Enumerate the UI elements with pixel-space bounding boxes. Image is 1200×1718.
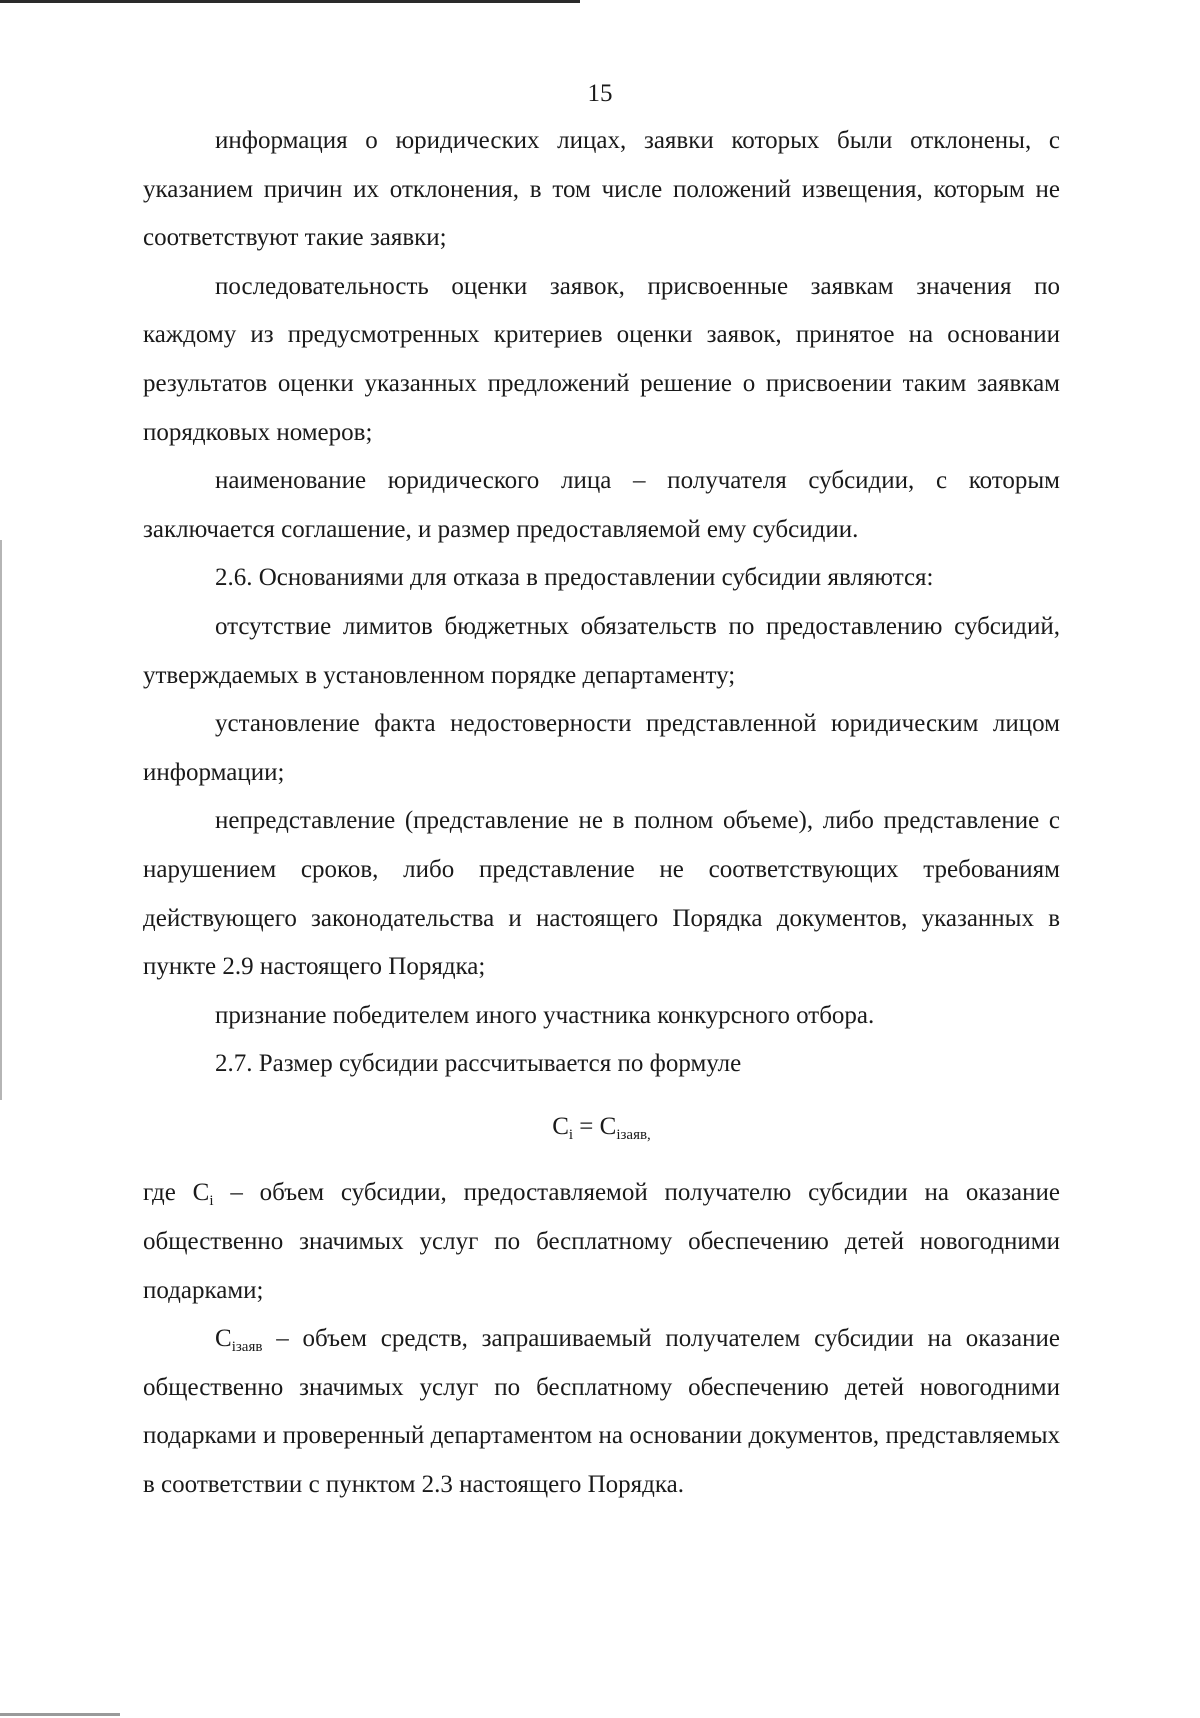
subsidy-formula (143, 1089, 1060, 1170)
paragraph-section-2-6: 2.6. Основаниями для отказа в предоставлении субсидии являются: (215, 564, 934, 592)
scan-left-edge (0, 540, 2, 1100)
formula-equals: = C (573, 1112, 617, 1140)
paragraph-missing-documents: непредставление (представление не в полном объеме), либо представление с нарушением сроков, либо представление не соответствующих требованиям действующего законодательства и настоящего Порядка документов, указанных в пункте 2.9 настоящего Порядка; (143, 807, 1060, 981)
definition-cizayav-text: – объем средств, запрашиваемый получателем субсидии на оказание общественно значимых услуг по бесплатному обеспечению детей новогодними подарками и проверенный департаментом на основании документов, представляемых в соответствии с пунктом 2.3 настоящего Порядка. (143, 1325, 1060, 1499)
definition-cizayav-subscript: iзаяв (231, 1339, 263, 1356)
formula-lhs: C (552, 1112, 569, 1140)
paragraph-section-2-7: 2.7. Размер субсидии рассчитывается по формуле (215, 1050, 742, 1078)
paragraph-rejected-applicants: информация о юридических лицах, заявки которых были отклонены, с указанием причин их отклонения, в том числе положений извещения, которым не соответствуют такие заявки; (143, 127, 1060, 252)
paragraph-no-budget-limits: отсутствие лимитов бюджетных обязательств по предоставлению субсидий, утверждаемых в установленном порядке департаменту; (143, 612, 1060, 689)
paragraph-other-winner: признание победителем иного участника конкурсного отбора. (215, 1001, 875, 1029)
definition-cizayav-prefix: C (215, 1325, 232, 1353)
definition-ci-subscript: i (209, 1193, 214, 1210)
definition-ci (143, 1169, 1060, 1315)
formula-lhs-subscript: i (568, 1126, 574, 1143)
scan-bottom-edge (0, 1713, 120, 1716)
paragraph-false-information: установление факта недостоверности представленной юридическим лицом информации; (143, 710, 1060, 786)
definition-cizayav (143, 1315, 1060, 1509)
page-number: 15 (587, 80, 613, 107)
paragraph-evaluation-sequence: последовательность оценки заявок, присвоенные заявкам значения по каждому из предусмотренных критериев оценки заявок, принятое на основании результатов оценки указанных предложений решение о присвоении таким заявкам порядковых номеров; (143, 272, 1060, 446)
definition-ci-prefix: где C (143, 1179, 210, 1207)
formula-rhs-subscript: iзаяв, (616, 1126, 651, 1143)
paragraph-recipient-name: наименование юридического лица – получателя субсидии, с которым заключается соглашение, и размер предоставляемой ему субсидии. (143, 467, 1060, 543)
definition-ci-text: – объем субсидии, предоставляемой получателю субсидии на оказание общественно значимых услуг по бесплатному обеспечению детей новогодними подарками; (143, 1179, 1061, 1304)
document-body (143, 117, 1060, 1510)
scan-top-rule (0, 0, 580, 3)
